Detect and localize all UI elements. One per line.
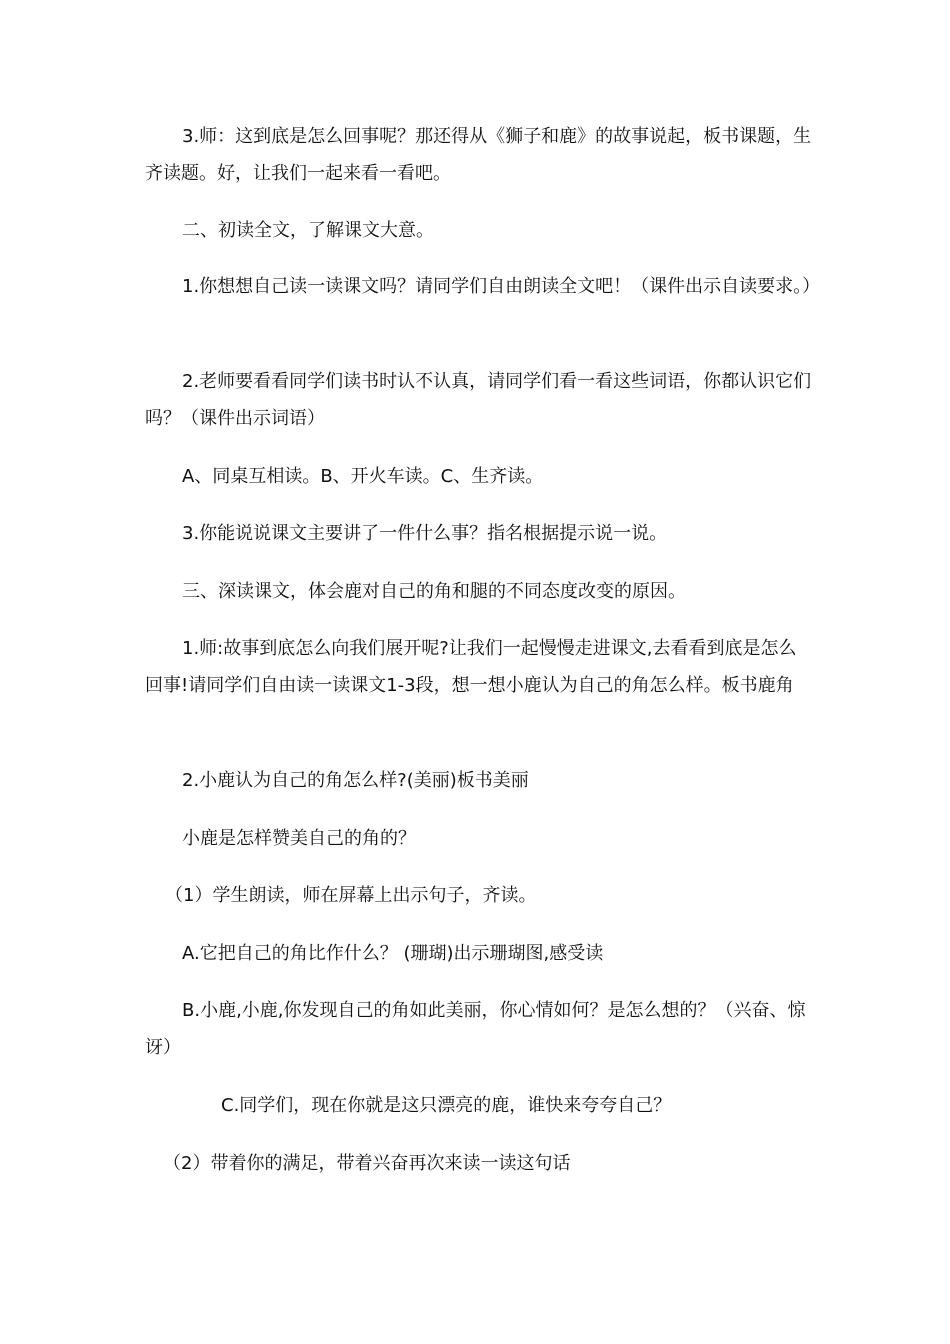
paragraph-item-b: B.小鹿,小鹿,你发现自己的角如此美丽，你心情如何？是怎么想的？（兴奋、惊讶） [145,1000,806,1058]
paragraph-step-2: 2.老师要看看同学们读书时认不认真，请同学们看一看这些词语，你都认识它们吗？（课件出示词语） [145,371,812,429]
section-heading-3: 三、深读课文，体会鹿对自己的角和腿的不同态度改变的原因。 [182,581,686,602]
paragraph-deep-1: 1.师:故事到底怎么向我们展开呢?让我们一起慢慢走进课文,去看看到底是怎么回事!请同学们自由读一读课文1-3段，想一想小鹿认为自己的角怎么样。板书鹿角 [145,638,797,696]
paragraph-teacher-intro: 3.师：这到底是怎么回事呢？那还得从《狮子和鹿》的故事说起，板书课题，生齐读题。好，让我们一起来看一看吧。 [145,126,812,184]
paragraph-reading-modes: A、同桌互相读。B、开火车读。C、生齐读。 [182,466,544,487]
paragraph-sub-1: （1）学生朗读，师在屏幕上出示句子，齐读。 [165,885,537,906]
paragraph-sub-2: （2）带着你的满足，带着兴奋再次来读一读这句话 [163,1153,571,1174]
section-heading-2: 二、初读全文，了解课文大意。 [182,220,434,241]
paragraph-item-a: A.它把自己的角比作什么？ (珊瑚)出示珊瑚图,感受读 [182,943,604,964]
paragraph-step-3: 3.你能说说课文主要讲了一件什么事？指名根据提示说一说。 [182,523,668,544]
paragraph-deep-2: 2.小鹿认为自己的角怎么样?(美丽)板书美丽 [182,770,529,791]
paragraph-step-1: 1.你想想自己读一读课文吗？请同学们自由朗读全文吧！（课件出示自读要求。） [182,276,821,297]
paragraph-item-c: C.同学们，现在你就是这只漂亮的鹿，谁快来夸夸自己？ [221,1095,672,1116]
paragraph-question: 小鹿是怎样赞美自己的角的？ [182,828,416,849]
